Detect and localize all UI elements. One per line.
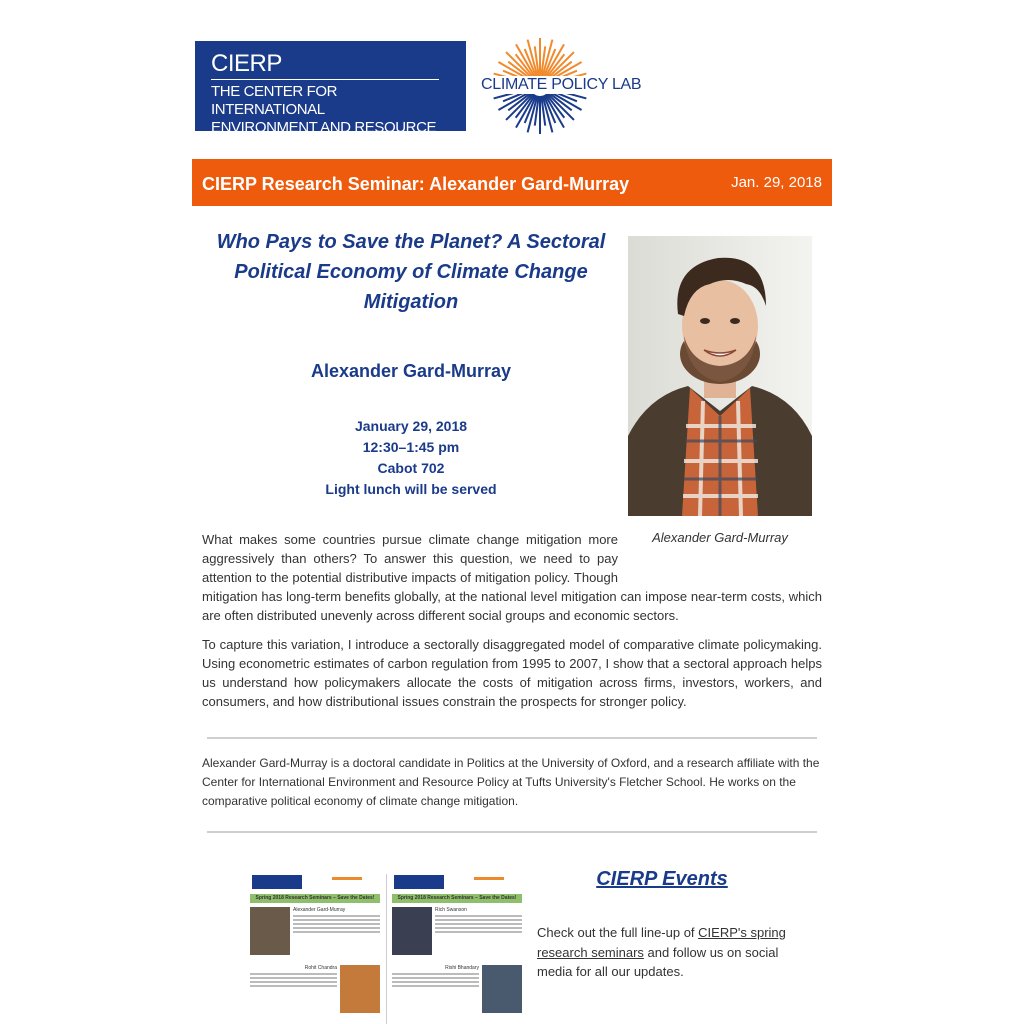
flyer-2-entry-2-text xyxy=(392,965,482,1013)
flyer-1-photo-2 xyxy=(340,965,380,1013)
flyer-2-entry-1 xyxy=(392,907,522,955)
speaker-photo xyxy=(628,236,812,516)
flyer-2-entry-1-text xyxy=(432,907,522,955)
flyer-1-banner: Spring 2018 Research Seminars – Save the Dates! xyxy=(250,894,380,903)
speaker-name: Alexander Gard-Murray xyxy=(310,361,512,381)
flyer-2-speaker-1: Rich Swanson xyxy=(435,907,467,913)
cierp-logo-abbr: CIERP xyxy=(211,50,282,77)
event-time: 12:30–1:45 pm xyxy=(362,439,460,455)
flyer-2-banner: Spring 2018 Research Seminars – Save the Dates! xyxy=(392,894,522,903)
flyer-1-speaker-1: Alexander Gard-Murray xyxy=(293,907,346,913)
flyer-2-photo-2 xyxy=(482,965,522,1013)
events-text-after: and follow us on social media for all our updates. xyxy=(537,944,779,979)
flyer-2-cpl-logo xyxy=(474,877,504,887)
abstract-paragraph-2: To capture this variation, I introduce a sectorally disaggregated model of comparative climate policymaking. Using econometric estimates of carbon regulation from 1995 to 2007, I show that a sectoral approach helps us understand how policymakers allocate the costs of mitigation across firms, investors, workers, and consumers, and how distributional issues constrain the prospects for stronger policy. xyxy=(202,637,822,709)
seminar-header-date: Jan. 29, 2018 xyxy=(731,174,822,191)
climate-policy-lab-logo-text: CLIMATE POLICY LAB xyxy=(481,76,642,93)
photo-caption: Alexander Gard-Murray xyxy=(652,530,788,545)
flyer-1-entry-2 xyxy=(250,965,380,1013)
events-text-before: Check out the full line-up of xyxy=(537,925,699,940)
event-date: January 29, 2018 xyxy=(354,418,468,434)
flyer-1-entry-2-lines xyxy=(250,973,337,987)
flyer-separator xyxy=(386,874,387,1024)
event-lunch-note: Light lunch will be served xyxy=(325,481,497,497)
seminar-header-bar xyxy=(192,159,832,206)
seminar-header-title: CIERP Research Seminar: Alexander Gard-Murray xyxy=(202,174,630,194)
flyer-2-logos xyxy=(392,874,522,890)
cierp-logo-line2: ENVIRONMENT AND RESOURCE POLICY xyxy=(211,119,437,154)
abstract-paragraph-1: What makes some countries pursue climate change mitigation more aggressively than others? To answer this question, we need to pay attention to the potential distributive impacts of mitigation policy. Though mitigation has long-term benefits globally, at the national level mitigation can impose near-term costs, which are often distributed unevenly across different social groups and economic sectors. xyxy=(202,532,822,623)
event-details xyxy=(202,416,620,500)
speaker-portrait-image xyxy=(628,236,812,516)
flyer-thumbnail-2[interactable] xyxy=(392,874,522,1024)
abstract xyxy=(202,530,822,721)
flyer-1-entry-1-text xyxy=(290,907,380,955)
flyer-2-photo-1 xyxy=(392,907,432,955)
flyer-1-entry-2-text xyxy=(250,965,340,1013)
events-description xyxy=(537,923,797,982)
spring-seminars-link[interactable]: CIERP's spring research seminars xyxy=(537,925,786,960)
cierp-events-link[interactable]: CIERP Events xyxy=(596,868,728,890)
flyer-1-cierp-logo xyxy=(252,875,302,889)
talk-title: Who Pays to Save the Planet? A Sectoral Political Economy of Climate Change Mitigation xyxy=(216,231,606,313)
newsletter xyxy=(192,0,832,1024)
flyer-1-entry-1 xyxy=(250,907,380,955)
flyer-1-entry-1-lines xyxy=(293,915,380,933)
climate-policy-lab-logo[interactable] xyxy=(478,36,642,140)
flyer-1-photo-1 xyxy=(250,907,290,955)
cierp-logo[interactable] xyxy=(195,41,466,154)
event-location: Cabot 702 xyxy=(377,460,445,476)
divider-bottom xyxy=(207,831,817,833)
flyer-thumbnail-1[interactable] xyxy=(250,874,380,1024)
caption-float-spacer xyxy=(618,530,822,584)
speaker-bio: Alexander Gard-Murray is a doctoral candidate in Politics at the University of Oxford, and a research affiliate with the Center for International Environment and Resource Policy at Tufts University's Fletcher School. He works on the comparative political economy of climate change mitigation. xyxy=(202,756,820,808)
flyer-1-logos xyxy=(250,874,380,890)
flyer-2-entry-2 xyxy=(392,965,522,1013)
divider-top xyxy=(207,737,817,739)
flyer-2-cierp-logo xyxy=(394,875,444,889)
cierp-logo-rule xyxy=(211,79,439,80)
cierp-logo-line1: THE CENTER FOR INTERNATIONAL xyxy=(211,83,338,118)
flyer-2-speaker-2: Rishi Bhandary xyxy=(445,965,479,971)
flyer-2-entry-1-lines xyxy=(435,915,522,933)
flyer-1-speaker-2: Rohit Chandra xyxy=(304,965,337,971)
flyer-2-entry-2-lines xyxy=(392,973,479,987)
flyer-1-cpl-logo xyxy=(332,877,362,887)
